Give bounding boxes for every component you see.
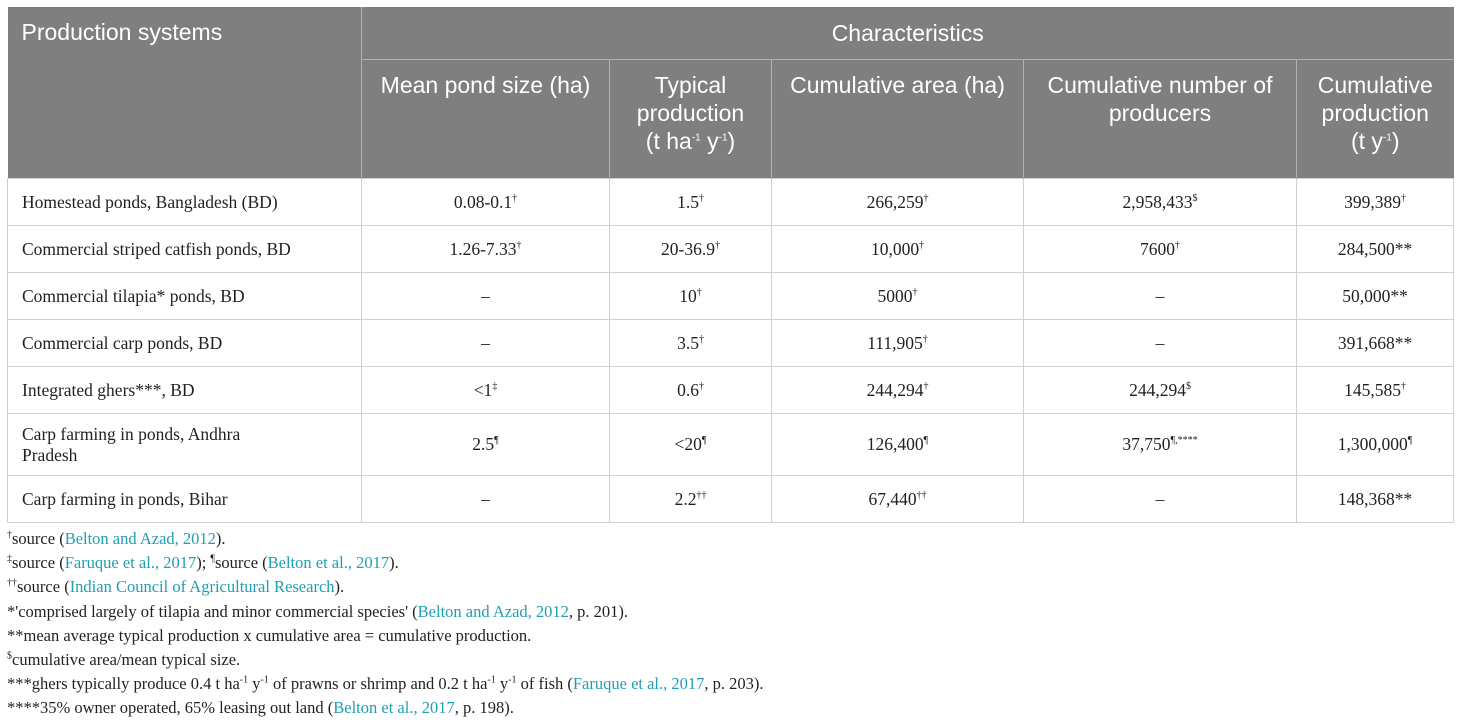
cell-cumulative-area: 266,259† <box>772 179 1024 226</box>
cell-cumulative-producers: – <box>1024 273 1297 320</box>
cell-typical-production: 10† <box>610 273 772 320</box>
cell-cumulative-production: 145,585† <box>1297 367 1454 414</box>
cell-cumulative-production: 1,300,000¶ <box>1297 414 1454 476</box>
cell-pond-size: 1.26-7.33† <box>362 226 610 273</box>
citation-link[interactable]: Belton and Azad, 2012 <box>64 529 216 548</box>
footnote: $cumulative area/mean typical size. <box>7 649 241 669</box>
cell-cumulative-producers: 7600† <box>1024 226 1297 273</box>
header-characteristics: Characteristics <box>362 7 1454 60</box>
table-row <box>8 476 1454 523</box>
cell-system: Commercial striped catfish ponds, BD <box>8 226 362 273</box>
cell-cumulative-production: 284,500** <box>1297 226 1454 273</box>
table-row <box>8 414 1454 476</box>
header-cumulative-production-label: Cumulative production <box>1317 72 1433 126</box>
citation-link[interactable]: Belton et al., 2017 <box>333 698 455 718</box>
cell-system: Carp farming in ponds, Andhra Pradesh <box>8 414 362 476</box>
cell-typical-production: 20-36.9† <box>610 226 772 273</box>
cell-system: Commercial tilapia* ponds, BD <box>8 273 362 320</box>
cell-cumulative-area: 244,294† <box>772 367 1024 414</box>
header-cumulative-production <box>1297 60 1454 179</box>
footnote: **mean average typical production x cumulative area = cumulative production. <box>7 625 532 645</box>
cell-typical-production: 2.2†† <box>610 476 772 523</box>
cell-system: Integrated ghers***, BD <box>8 367 362 414</box>
header-mean-pond-size: Mean pond size (ha) <box>362 60 610 179</box>
cell-pond-size: 0.08-0.1† <box>362 179 610 226</box>
cell-system: Carp farming in ponds, Bihar <box>8 476 362 523</box>
cell-system: Homestead ponds, Bangladesh (BD) <box>8 179 362 226</box>
cell-cumulative-producers: – <box>1024 476 1297 523</box>
cell-pond-size: – <box>362 320 610 367</box>
cell-pond-size: – <box>362 476 610 523</box>
table-row <box>8 226 1454 273</box>
cell-cumulative-area: 126,400¶ <box>772 414 1024 476</box>
table-container <box>7 7 1453 721</box>
cell-cumulative-producers: 244,294$ <box>1024 367 1297 414</box>
cell-cumulative-area: 67,440†† <box>772 476 1024 523</box>
footnote: ‡source (Faruque et al., 2017); ¶source (Belton et al., 2017). <box>7 553 399 573</box>
citation-link[interactable]: Belton and Azad, 2012 <box>417 601 569 621</box>
footnote: *'comprised largely of tilapia and minor commercial species' (Belton and Azad, 2012, p. 201). <box>7 601 629 621</box>
header-cumulative-production-unit: (t $y^{-1}$) <box>1350 128 1400 154</box>
citation-link[interactable]: Faruque et al., 2017 <box>572 674 705 694</box>
table-footnotes <box>7 527 1453 721</box>
table-row <box>8 367 1454 414</box>
cell-cumulative-production: 399,389† <box>1297 179 1454 226</box>
table-row <box>8 179 1454 226</box>
cell-cumulative-producers: 37,750¶,**** <box>1024 414 1297 476</box>
header-typical-production-label: Typical production <box>636 72 745 126</box>
footnote: †source (Belton and Azad, 2012). <box>7 529 226 548</box>
cell-pond-size: 2.5¶ <box>362 414 610 476</box>
cell-typical-production: 1.5† <box>610 179 772 226</box>
cell-system: Commercial carp ponds, BD <box>8 320 362 367</box>
table-row <box>8 273 1454 320</box>
cell-pond-size: <1‡ <box>362 367 610 414</box>
cell-typical-production: 3.5† <box>610 320 772 367</box>
cell-cumulative-production: 50,000** <box>1297 273 1454 320</box>
header-cumulative-producers: Cumulative number of producers <box>1024 60 1297 179</box>
cell-cumulative-production: 148,368** <box>1297 476 1454 523</box>
footnote: ††source (Indian Council of Agricultural Research). <box>7 577 345 597</box>
citation-link[interactable]: Indian Council of Agricultural Research <box>69 577 335 597</box>
footnote: ***ghers typically produce 0.4 t $ha^{-1}$ $y^{-1}$ of prawns or shrimp and 0.2 t $ha^{-1}$ $y^{-1}$ of fish (Faruque et al., 2017, p. 203). <box>7 674 764 694</box>
cell-cumulative-producers: – <box>1024 320 1297 367</box>
production-systems-table <box>7 7 1454 523</box>
citation-link[interactable]: Faruque et al., 2017 <box>64 553 197 573</box>
header-typical-production <box>610 60 772 179</box>
header-cumulative-area: Cumulative area (ha) <box>772 60 1024 179</box>
cell-typical-production: <20¶ <box>610 414 772 476</box>
table-row <box>8 320 1454 367</box>
cell-cumulative-area: 5000† <box>772 273 1024 320</box>
cell-cumulative-area: 111,905† <box>772 320 1024 367</box>
cell-cumulative-area: 10,000† <box>772 226 1024 273</box>
cell-typical-production: 0.6† <box>610 367 772 414</box>
cell-pond-size: – <box>362 273 610 320</box>
cell-cumulative-production: 391,668** <box>1297 320 1454 367</box>
header-typical-production-unit: (t $ha^{-1}$ $y^{-1}$) <box>645 128 736 154</box>
header-production-systems: Production systems <box>8 7 362 179</box>
footnote: ****35% owner operated, 65% leasing out land (Belton et al., 2017, p. 198). <box>7 698 514 718</box>
cell-cumulative-producers: 2,958,433$ <box>1024 179 1297 226</box>
citation-link[interactable]: Belton et al., 2017 <box>267 553 390 573</box>
